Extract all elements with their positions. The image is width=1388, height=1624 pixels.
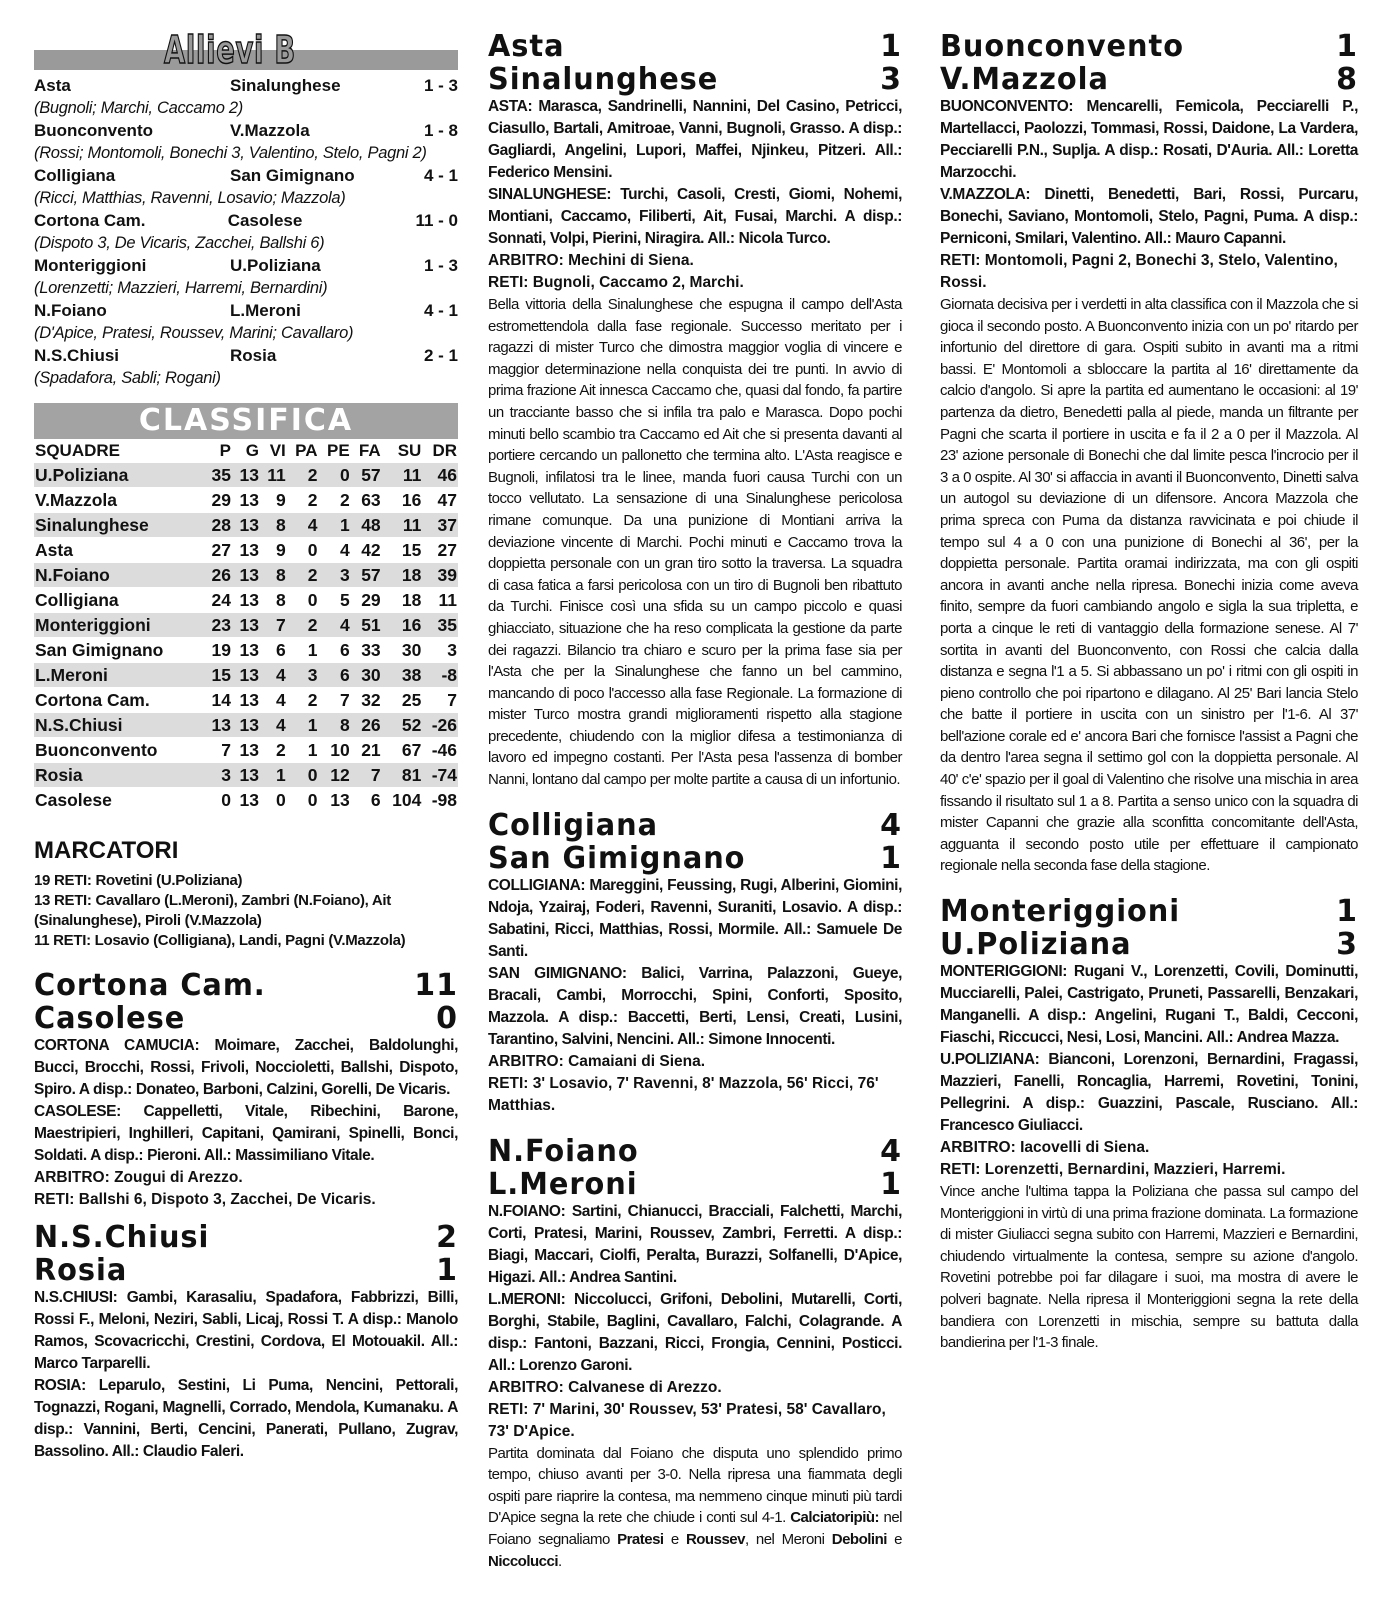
result-scorers: (Bugnoli; Marchi, Caccamo 2)	[34, 99, 243, 117]
standings-row	[34, 663, 458, 688]
home-team-row	[488, 30, 902, 63]
stat-cell: 39	[422, 563, 458, 588]
away-score: 0	[436, 1001, 458, 1036]
stat-cell: 0	[287, 763, 319, 788]
stat-cell: 27	[422, 538, 458, 563]
result-scorers: (Spadafora, Sabli; Rogani)	[34, 369, 221, 387]
home-score: 4	[880, 807, 902, 843]
away-lineup: CASOLESE: Cappelletti, Vitale, Ribechini, Barone, Maestripieri, Inghilleri, Capitani, Qamirani, Spinelli, Bonci, Soldati. A disp.: Pieroni. All.: Massimiliano Vitale.	[34, 1103, 458, 1164]
stat-cell: 8	[260, 563, 287, 588]
team-name-cell: San Gimignano	[34, 638, 204, 663]
stat-cell: 35	[204, 463, 232, 488]
stat-cell: 7	[422, 688, 458, 713]
stat-cell: 29	[351, 588, 382, 613]
team-name-cell: Casolese	[34, 788, 204, 813]
stat-cell: 16	[382, 488, 423, 513]
result-score: 4 - 1	[423, 301, 458, 320]
team-name-cell: Colligiana	[34, 588, 204, 613]
stat-cell: 48	[351, 513, 382, 538]
away-team-row	[488, 63, 902, 96]
goals: RETI: Ballshi 6, Dispoto 3, Zacchei, De Vicaris.	[34, 1191, 376, 1208]
standings-row	[34, 488, 458, 513]
scorers-line: 19 RETI: Rovetini (U.Poliziana)	[34, 872, 243, 889]
away-team: U.Poliziana	[940, 927, 1132, 963]
goals: RETI: 7' Marini, 30' Roussev, 53' Pratesi, 58' Cavallaro, 73' D'Apice.	[488, 1400, 886, 1440]
stat-cell: 42	[351, 538, 382, 563]
stat-cell: 2	[287, 688, 319, 713]
match-report-text: Giornata decisiva per i verdetti in alta classifica con il Mazzola che si gioca il secondo posto. A Buonconvento inizia con un po' ritardo per infortunio del direttore di gara. Ospiti subito in avanti ma a ritmi bassi. E' Montomoli a sbloccare la partita al 16' direttamente da calcio d'angolo. Si apre la partita ed aumentano le occasioni: al 19' partenza da dietro, Benedetti palla al piede, manda un filtrante per Pagni che scarta il portiere in uscita e fa il 2 a 0 per il Mazzola. Al 23' azione personale di Bonechi che dal limite pesca l'incrocio per il 3 a 0 ospite. Al 30' si affaccia in avanti il Buonconvento, Dinetti salva un autogol su deviazione di un difensore. Ancora Mazzola che prima spreca con Puma da distanza ravvicinata e poi chiude il tempo sul 4 a 0 con una punizione di Bonechi al 36', per la doppietta personale. Partita oramai indirizzata, ma con gli ospiti ancora in avanti anche nella ripresa. Bonechi inizia come aveva finito, sempre da fuori cambiando angolo e sigla la sua tripletta, e porta a cinque le reti di vantaggio della formazione senese. Al 7' sortita in avanti del Buonconvento, con Rossi che calcia dalla distanza e segna l'1 a 5. Si abbassano un po' i ritmi con gli ospiti in pieno controllo che poi ripartono e dilagano. Al 25' Bari lancia Stelo che batte il portiere in uscita con un sinistro per l'1-6. Al 37' bell'azione corale ed e' ancora Bari che fornisce l'assist a Pagni che da dentro l'area segna il settimo gol con la doppietta personale. Al 40' c'e' spazio per il goal di Valentino che risolve una mischia in area fissando il risultato sul 1 a 8. Partita a senso unico con la squadra di mister Capanni che grazie alla sconfitta concomitante dell'Asta, agguanta il secondo posto utile per effettuare il campionato regionale nella seconda fase della stagione.	[940, 296, 1358, 875]
report-text-tail: nel Foiano segnaliamo	[488, 1509, 902, 1549]
stat-cell: 13	[232, 688, 260, 713]
standings-row	[34, 463, 458, 488]
result-scorers: (Ricci, Matthias, Ravenni, Losavio; Mazzola)	[34, 189, 346, 207]
away-score: 1	[880, 1166, 902, 1202]
result-item	[34, 344, 458, 389]
scorers-line: 13 RETI: Cavallaro (L.Meroni), Zambri (N.Foiano), Ait (Sinalunghese), Piroli (V.Mazzola)	[34, 892, 391, 929]
stat-cell: 6	[351, 788, 382, 813]
col-header: SQUADRE	[35, 441, 121, 460]
team-name-cell: N.Foiano	[34, 563, 204, 588]
stat-cell: 13	[232, 763, 260, 788]
away-team-row	[488, 1168, 902, 1201]
report-text: Partita dominata dal Foiano che disputa uno splendido primo tempo, chiuso avanti per 3-0. Nella ripresa una fiammata degli ospiti pare riaprire la contesa, ma nemmeno cinque minuti più tardi D'Apice segna la rete che chiude i conti sul 4-1.	[488, 1444, 902, 1527]
stat-cell: 25	[382, 688, 423, 713]
stat-cell: 3	[319, 563, 351, 588]
stat-cell: 14	[204, 688, 232, 713]
result-away: V.Mazzola	[230, 121, 310, 140]
home-lineup: N.FOIANO: Sartini, Chianucci, Bracciali, Falchetti, Marchi, Corti, Pratesi, Marini, Roussev, Zambri, Ferretti. A disp.: Biagi, Maccari, Ciolfi, Peralta, Burazzi, Solfanelli, D'Apice, Higazi. All.: Andrea Santini.	[488, 1202, 902, 1286]
stat-cell: 1	[287, 638, 319, 663]
stat-cell: 28	[204, 513, 232, 538]
home-team-row	[34, 969, 458, 1002]
match-report-text: Vince anche l'ultima tappa la Poliziana che passa sul campo del Monteriggioni in virtù di una prima frazione dominata. La formazione di mister Giuliacci segna subito con Harremi, Mazzieri e Bernardini, chiudendo virtualmente la contesa, sempre su azione d'angolo. Rovetini potrebbe poi far dilagare i suoi, ma mostra di avere le polveri bagnate. Nella ripresa il Monteriggioni segna la rete della bandiera con Lorenzetti in mischia, sempre su battuta dalla bandierina per l'1-3 finale.	[940, 1183, 1358, 1352]
stat-cell: 26	[351, 713, 382, 738]
home-team-row	[488, 1135, 902, 1168]
away-score: 1	[880, 840, 902, 876]
player-highlight: Roussev	[685, 1531, 745, 1549]
report-text-tail: , nel Meroni	[744, 1531, 832, 1549]
stat-cell: 13	[232, 538, 260, 563]
standings-row	[34, 513, 458, 538]
result-home: Asta	[34, 76, 71, 95]
stat-cell: 2	[287, 563, 319, 588]
stat-cell: 27	[204, 538, 232, 563]
team-name-cell: L.Meroni	[34, 663, 204, 688]
standings-row	[34, 788, 458, 813]
home-team-row	[940, 895, 1358, 928]
stat-cell: 23	[204, 613, 232, 638]
stat-cell: 0	[287, 788, 319, 813]
match-report-asta-sinalunghese	[488, 30, 902, 791]
stat-cell: 4	[287, 513, 319, 538]
stat-cell: 9	[260, 488, 287, 513]
stat-cell: 13	[232, 588, 260, 613]
stat-cell: 8	[319, 713, 351, 738]
result-score: 1 - 3	[423, 76, 458, 95]
stat-cell: 13	[232, 663, 260, 688]
section-banner	[34, 30, 458, 70]
middle-column	[488, 30, 902, 1572]
home-team-row	[488, 809, 902, 842]
home-team: Colligiana	[488, 807, 659, 843]
stat-cell: 0	[204, 788, 232, 813]
standings-row	[34, 538, 458, 563]
stat-cell: 33	[351, 638, 382, 663]
col-header: PE	[327, 441, 350, 460]
team-name-cell: Buonconvento	[34, 738, 204, 763]
stat-cell: 35	[422, 613, 458, 638]
stat-cell: 8	[260, 588, 287, 613]
report-highlight-label: Calciatoripiù:	[790, 1509, 880, 1527]
col-header: DR	[432, 441, 457, 460]
stat-cell: 24	[204, 588, 232, 613]
stat-cell: 15	[382, 538, 423, 563]
stat-cell: 1	[287, 713, 319, 738]
goals: RETI: Montomoli, Pagni 2, Bonechi 3, Stelo, Valentino, Rossi.	[940, 252, 1338, 291]
referee: ARBITRO: Zougui di Arezzo.	[34, 1169, 243, 1186]
away-team-row	[940, 928, 1358, 961]
stat-cell: 18	[382, 588, 423, 613]
stat-cell: 57	[351, 563, 382, 588]
match-report-text	[488, 1443, 902, 1573]
right-column	[940, 30, 1358, 1354]
stat-cell: 13	[232, 463, 260, 488]
match-report-cortona-casolese	[34, 969, 458, 1211]
stat-cell: 7	[319, 688, 351, 713]
result-away: Casolese	[227, 211, 303, 230]
stat-cell: 2	[287, 463, 319, 488]
stat-cell: 104	[382, 788, 423, 813]
report-text-tail: .	[558, 1552, 562, 1570]
standings-row	[34, 638, 458, 663]
stat-cell: 2	[260, 738, 287, 763]
away-team-row	[488, 842, 902, 875]
scorers-title: MARCATORI	[34, 837, 179, 864]
away-score: 8	[1336, 62, 1358, 97]
away-team: Casolese	[34, 1001, 186, 1036]
player-highlight: Niccolucci	[488, 1552, 559, 1570]
result-scorers: (D'Apice, Pratesi, Roussev, Marini; Cavallaro)	[34, 324, 354, 342]
home-team: Monteriggioni	[940, 894, 1181, 930]
stat-cell: 13	[232, 488, 260, 513]
home-lineup: BUONCONVENTO: Mencarelli, Femicola, Pecciarelli P., Martellacci, Paolozzi, Tommasi, Rossi, Daidone, La Vardera, Pecciarelli P.N., Suplja. A disp.: Rosati, D'Auria. All.: Loretta Marzocchi.	[940, 98, 1358, 181]
stat-cell: 19	[204, 638, 232, 663]
goals: RETI: Bugnoli, Caccamo 2, Marchi.	[488, 274, 744, 291]
stat-cell: 13	[232, 738, 260, 763]
stat-cell: 11	[260, 463, 287, 488]
result-score: 1 - 8	[423, 121, 458, 140]
home-team: N.S.Chiusi	[34, 1220, 210, 1255]
result-home: Buonconvento	[34, 121, 153, 140]
away-team: San Gimignano	[488, 840, 746, 876]
stat-cell: 63	[351, 488, 382, 513]
away-lineup: U.POLIZIANA: Bianconi, Lorenzoni, Bernardini, Fragassi, Mazzieri, Fanelli, Roncaglia, Harremi, Rovetini, Tonini, Pellegrini. A disp.: Guazzini, Pascale, Rusciano. All.: Francesco Giuliacci.	[940, 1051, 1358, 1135]
away-team: Rosia	[34, 1253, 128, 1288]
result-item	[34, 119, 458, 164]
stat-cell: 8	[260, 513, 287, 538]
stat-cell: 1	[287, 738, 319, 763]
away-team-row	[34, 1002, 458, 1035]
result-away: Rosia	[230, 346, 277, 365]
standings-row	[34, 738, 458, 763]
away-score: 1	[436, 1253, 458, 1288]
standings-row	[34, 763, 458, 788]
away-team: L.Meroni	[488, 1166, 638, 1202]
away-score: 3	[880, 62, 902, 97]
away-team-row	[34, 1254, 458, 1287]
stat-cell: 6	[319, 663, 351, 688]
stat-cell: 26	[204, 563, 232, 588]
stat-cell: 0	[260, 788, 287, 813]
home-team: Buonconvento	[940, 29, 1184, 64]
away-team: V.Mazzola	[940, 62, 1109, 97]
stat-cell: -98	[422, 788, 458, 813]
stat-cell: 13	[232, 788, 260, 813]
team-name-cell: V.Mazzola	[34, 488, 204, 513]
stat-cell: -46	[422, 738, 458, 763]
stat-cell: -8	[422, 663, 458, 688]
stat-cell: 3	[204, 763, 232, 788]
match-report-text: Bella vittoria della Sinalunghese che espugna il campo dell'Asta estromettendola dalla fase regionale. Successo meritato per i ragazzi di mister Turco che dimostra maggior voglia di vincere e maggior determinazione nella conquista dei tre punti. In avvio di prima frazione Ait innesca Caccamo che, quasi dal fondo, fa partire un tracciante basso che si infila tra palo e Marasca. Dopo pochi minuti bello scambio tra Caccamo ed Ait che si presenta davanti al portiere cercando un pallonetto che termina alto. L'Asta reagisce e Bugnoli, infilatosi tra le linee, manda fuori causa Turchi con un tocco vellutato. La sensazione di una Sinalunghese pericolosa rimane comunque. Da una punizione di Montiani arriva la deviazione vincente di Marchi. Pochi minuti e Caccamo trova la doppietta personale con un gran tiro sotto la traversa. La squadra di casa fatica a farsi pericolosa con un tiro di Bugnoli ben ribattuto da Turchi. Finisce così una sfida su un campo piccolo e quasi ghiacciato, situazione che ha reso complicata la gestione da parte dei ragazzi. Bilancio tra chiaro e scuro per la prima fase sia per l'Asta che per la Sinalunghese che fanno un bel cammino, mancando di poco l'accesso alla fase Regionale. La formazione di mister Turco mostra grandi miglioramenti rispetto alla stagione precedente, chiudendo con la miglior difesa a testimonianza di lavoro ed impegno costanti. Per l'Asta pesa l'assenza di bomber Nanni, lontano dal campo per molte partite a causa di un infortunio.	[488, 296, 902, 789]
result-scorers: (Rossi; Montomoli, Bonechi 3, Valentino, Stelo, Pagni 2)	[34, 144, 427, 162]
stat-cell: 6	[319, 638, 351, 663]
home-lineup: CORTONA CAMUCIA: Moimare, Zacchei, Baldolunghi, Bucci, Brocchi, Rossi, Frivoli, Noccioletti, Ballshi, Dispoto, Spiro. A disp.: Donateo, Barboni, Calzini, Gorelli, De Vicaris.	[34, 1037, 458, 1098]
stat-cell: 4	[260, 663, 287, 688]
stat-cell: 1	[260, 763, 287, 788]
standings-row	[34, 688, 458, 713]
home-score: 1	[1336, 29, 1358, 64]
team-name-cell: Cortona Cam.	[34, 688, 204, 713]
stat-cell: 2	[287, 613, 319, 638]
stat-cell: 13	[232, 713, 260, 738]
stat-cell: 67	[382, 738, 423, 763]
match-report-chiusi-rosia	[34, 1221, 458, 1463]
away-lineup: SINALUNGHESE: Turchi, Casoli, Cresti, Giomi, Nohemi, Montiani, Caccamo, Filiberti, Ait, Fusai, Marchi. A disp.: Sonnati, Volpi, Pierini, Niragira. All.: Nicola Turco.	[488, 186, 902, 247]
stat-cell: 7	[260, 613, 287, 638]
player-highlight: Pratesi	[617, 1531, 664, 1549]
standings-row	[34, 713, 458, 738]
standings-title: CLASSIFICA	[34, 403, 458, 439]
away-team: Sinalunghese	[488, 62, 719, 97]
result-item	[34, 164, 458, 209]
result-home: N.Foiano	[34, 301, 107, 320]
stat-cell: 6	[260, 638, 287, 663]
results-list	[34, 74, 458, 389]
result-score: 2 - 1	[423, 346, 458, 365]
result-away: U.Poliziana	[230, 256, 321, 275]
stat-cell: 46	[422, 463, 458, 488]
referee: ARBITRO: Mechini di Siena.	[488, 252, 694, 269]
stat-cell: 57	[351, 463, 382, 488]
home-team-row	[940, 30, 1358, 63]
match-report-foiano-meroni	[488, 1135, 902, 1573]
away-lineup: V.MAZZOLA: Dinetti, Benedetti, Bari, Rossi, Purcaru, Bonechi, Saviano, Montomoli, Stelo, Pagni, Puma. A disp.: Perniconi, Smilari, Valentino. All.: Mauro Capanni.	[940, 186, 1358, 247]
stat-cell: 0	[319, 463, 351, 488]
standings-row	[34, 563, 458, 588]
team-name-cell: Asta	[34, 538, 204, 563]
stat-cell: -26	[422, 713, 458, 738]
stat-cell: 0	[287, 588, 319, 613]
report-text-tail: e	[886, 1531, 902, 1549]
home-lineup: COLLIGIANA: Mareggini, Feussing, Rugi, Alberini, Giomini, Ndoja, Yzairaj, Foderi, Ravenni, Suraniti, Losavio. A disp.: Sabatini, Ricci, Matthias, Rossi, Mormile. All.: Samuele De Santi.	[488, 876, 902, 960]
stat-cell: 21	[351, 738, 382, 763]
home-lineup: N.S.CHIUSI: Gambi, Karasaliu, Spadafora, Fabbrizzi, Billi, Rossi F., Meloni, Neziri, Sabli, Licaj, Rossi T. A disp.: Manolo Ramos, Scovacricchi, Crestini, Cordova, El Motouakil. All.: Marco Tarparelli.	[34, 1289, 458, 1372]
home-team: N.Foiano	[488, 1133, 639, 1169]
team-name-cell: Rosia	[34, 763, 204, 788]
result-item	[34, 74, 458, 119]
away-lineup: SAN GIMIGNANO: Balici, Varrina, Palazzoni, Gueye, Bracali, Cambi, Morrocchi, Spini, Conforti, Sposito, Mazzola. A disp.: Baccetti, Berti, Lensi, Creati, Lusini, Tarantino, Salvini, Nencini. All.: Simone Innocenti.	[488, 964, 902, 1048]
stat-cell: 13	[232, 563, 260, 588]
standings-header-row	[34, 439, 458, 463]
referee: ARBITRO: Camaiani di Siena.	[488, 1052, 706, 1070]
home-team: Asta	[488, 29, 565, 64]
stat-cell: 81	[382, 763, 423, 788]
stat-cell: 37	[422, 513, 458, 538]
home-score: 1	[880, 29, 902, 64]
report-text-tail: e	[663, 1531, 686, 1549]
result-score: 1 - 3	[423, 256, 458, 275]
standings-row	[34, 613, 458, 638]
scorers-line: 11 RETI: Losavio (Colligiana), Landi, Pagni (V.Mazzola)	[34, 932, 406, 949]
stat-cell: 4	[260, 713, 287, 738]
stat-cell: 4	[319, 538, 351, 563]
stat-cell: 51	[351, 613, 382, 638]
home-score: 1	[1336, 894, 1358, 930]
stat-cell: 38	[382, 663, 423, 688]
team-name-cell: N.S.Chiusi	[34, 713, 204, 738]
stat-cell: 5	[319, 588, 351, 613]
home-score: 4	[880, 1133, 902, 1169]
result-home: Cortona Cam.	[34, 211, 146, 230]
result-home: N.S.Chiusi	[34, 346, 120, 365]
standings-row	[34, 588, 458, 613]
col-header: G	[245, 441, 260, 460]
away-team-row	[940, 63, 1358, 96]
stat-cell: 7	[351, 763, 382, 788]
match-report-monteriggioni-poliziana	[940, 895, 1358, 1354]
team-name-cell: Monteriggioni	[34, 613, 204, 638]
team-name-cell: Sinalunghese	[34, 513, 204, 538]
result-item	[34, 254, 458, 299]
away-score: 3	[1336, 927, 1358, 963]
stat-cell: 13	[232, 513, 260, 538]
stat-cell: 4	[260, 688, 287, 713]
result-home: Colligiana	[34, 166, 116, 185]
stat-cell: 47	[422, 488, 458, 513]
away-lineup: L.MERONI: Niccolucci, Grifoni, Debolini, Mutarelli, Corti, Borghi, Stabile, Baglini, Cavallaro, Falchi, Colagrande. A disp.: Fantoni, Bazzani, Ricci, Frongia, Cennini, Posticci. All.: Lorenzo Garoni.	[488, 1290, 902, 1374]
result-item	[34, 299, 458, 344]
stat-cell: 0	[287, 538, 319, 563]
stat-cell: 11	[382, 513, 423, 538]
stat-cell: 4	[319, 613, 351, 638]
away-lineup: ROSIA: Leparulo, Sestini, Li Puma, Nencini, Pettorali, Tognazzi, Rogani, Magnelli, Corrado, Mendola, Kumanaku. A disp.: Vannini, Berti, Cencini, Panerati, Pullano, Zugrav, Bassolino. All.: Claudio Faleri.	[34, 1377, 458, 1460]
col-header: SU	[397, 441, 422, 460]
referee: ARBITRO: Iacovelli di Siena.	[940, 1139, 1150, 1157]
match-report-buonconvento-mazzola	[940, 30, 1358, 877]
stat-cell: 15	[204, 663, 232, 688]
stat-cell: 30	[382, 638, 423, 663]
stat-cell: 13	[204, 713, 232, 738]
goals: RETI: Lorenzetti, Bernardini, Mazzieri, Harremi.	[940, 1161, 1286, 1179]
stat-cell: 52	[382, 713, 423, 738]
stat-cell: 30	[351, 663, 382, 688]
result-score: 4 - 1	[423, 166, 458, 185]
stat-cell: 11	[382, 463, 423, 488]
home-team-row	[34, 1221, 458, 1254]
stat-cell: 18	[382, 563, 423, 588]
left-column	[34, 30, 458, 1463]
result-scorers: (Dispoto 3, De Vicaris, Zacchei, Ballshi 6)	[34, 234, 325, 252]
result-item	[34, 209, 458, 254]
stat-cell: 29	[204, 488, 232, 513]
stat-cell: 9	[260, 538, 287, 563]
stat-cell: 3	[422, 638, 458, 663]
stat-cell: 1	[319, 513, 351, 538]
col-header: VI	[269, 441, 286, 460]
stat-cell: 7	[204, 738, 232, 763]
result-home: Monteriggioni	[34, 256, 147, 275]
home-lineup: MONTERIGGIONI: Rugani V., Lorenzetti, Covili, Dominutti, Mucciarelli, Palei, Castrigato, Pruneti, Passarelli, Benzakari, Manganelli. A disp.: Angelini, Rugani T., Baldi, Cecconi, Fiaschi, Riccucci, Nesi, Losi, Mancini. All.: Andrea Mazza.	[940, 963, 1358, 1047]
goals: RETI: 3' Losavio, 7' Ravenni, 8' Mazzola, 56' Ricci, 76' Matthias.	[488, 1074, 879, 1114]
stat-cell: 12	[319, 763, 351, 788]
stat-cell: 11	[422, 588, 458, 613]
stat-cell: 3	[287, 663, 319, 688]
team-name-cell: U.Poliziana	[34, 463, 204, 488]
standings-body	[34, 463, 458, 813]
standings-table	[34, 439, 458, 813]
col-header: FA	[358, 441, 381, 460]
result-away: Sinalunghese	[230, 76, 341, 95]
col-header: P	[219, 441, 232, 460]
stat-cell: 2	[319, 488, 351, 513]
home-score: 11	[414, 968, 458, 1003]
stat-cell: -74	[422, 763, 458, 788]
stat-cell: 13	[319, 788, 351, 813]
home-team: Cortona Cam.	[34, 968, 266, 1003]
player-highlight: Debolini	[831, 1531, 887, 1549]
section-title: Allievi B	[164, 28, 296, 72]
result-score: 11 - 0	[415, 211, 458, 230]
col-header: PA	[295, 441, 318, 460]
stat-cell: 10	[319, 738, 351, 763]
stat-cell: 13	[232, 638, 260, 663]
result-away: L.Meroni	[230, 301, 301, 320]
home-score: 2	[436, 1220, 458, 1255]
home-lineup: ASTA: Marasca, Sandrinelli, Nannini, Del Casino, Petricci, Ciasullo, Bartali, Amitroae, Vanni, Bugnoli, Grasso. A disp.: Gagliardi, Angelini, Lupori, Maffei, Njinkeu, Pitzeri. All.: Federico Mensini.	[488, 98, 902, 181]
stat-cell: 32	[351, 688, 382, 713]
stat-cell: 2	[287, 488, 319, 513]
match-report-colligiana-sangimignano	[488, 809, 902, 1117]
stat-cell: 16	[382, 613, 423, 638]
scorers-list	[34, 871, 458, 951]
referee: ARBITRO: Calvanese di Arezzo.	[488, 1378, 722, 1396]
stat-cell: 13	[232, 613, 260, 638]
result-away: San Gimignano	[230, 166, 355, 185]
result-scorers: (Lorenzetti; Mazzieri, Harremi, Bernardini)	[34, 279, 328, 297]
